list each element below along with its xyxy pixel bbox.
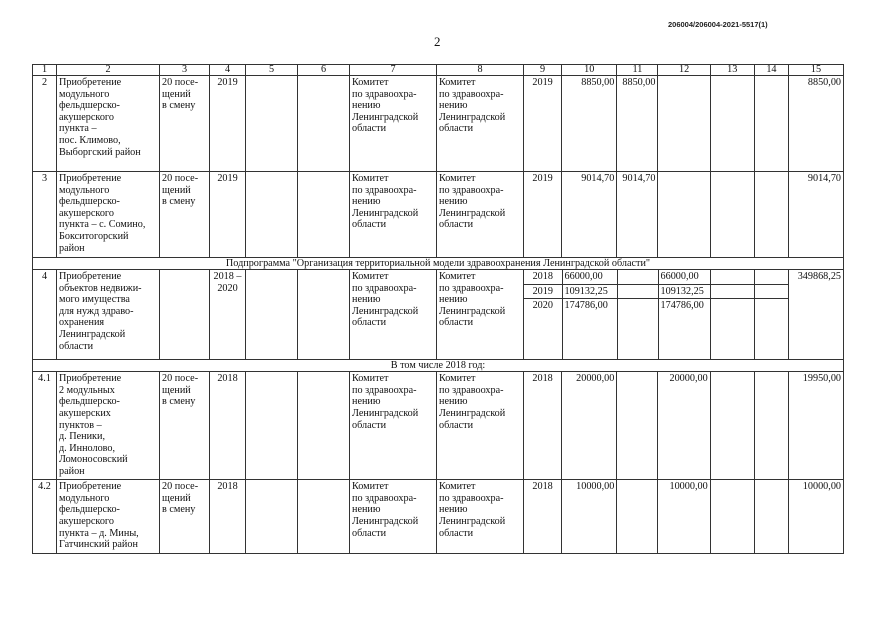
regional-budget: 10000,00 — [658, 480, 710, 554]
year: 2020 — [524, 299, 562, 360]
total: 9014,70 — [562, 172, 617, 258]
year: 2019 — [524, 284, 562, 299]
total: 10000,00 — [562, 480, 617, 554]
col-num: 12 — [658, 65, 710, 76]
row-number: 3 — [33, 172, 57, 258]
financing-breakdown — [524, 270, 789, 360]
column-number-row — [33, 65, 844, 76]
year: 2018 — [524, 480, 562, 554]
total: 109132,25 — [562, 284, 617, 299]
table-row — [33, 270, 844, 360]
col-num: 9 — [524, 65, 562, 76]
total: 66000,00 — [562, 270, 617, 284]
regional-budget: 20000,00 — [658, 372, 710, 480]
year: 2018 — [524, 372, 562, 480]
col-num: 6 — [298, 65, 350, 76]
total: 8850,00 — [562, 76, 617, 172]
customer: Комитет по здравоохра- нению Ленинградской области — [350, 270, 437, 360]
including-title: В том числе 2018 год: — [33, 360, 844, 372]
object-name: Приобретение модульного фельдшерско- акушерского пункта – с. Сомино, Бокситогорский район — [57, 172, 160, 258]
col-num: 7 — [350, 65, 437, 76]
object-name: Приобретение 2 модульных фельдшерско- акушерских пунктов – д. Пеники, д. Иннолово, Ломоносовский район — [57, 372, 160, 480]
capacity: 20 посе- щений в смену — [160, 76, 210, 172]
federal-budget: 8850,00 — [617, 76, 658, 172]
table-row — [33, 480, 844, 554]
subprogram-title: Подпрограмма "Организация территориальной модели здравоохранения Ленинградской области" — [33, 258, 844, 270]
object-name: Приобретение объектов недвижи- мого имущества для нужд здраво- охранения Ленинградской области — [57, 270, 160, 360]
table-row — [33, 372, 844, 480]
table-row — [33, 76, 844, 172]
table-row — [33, 172, 844, 258]
capacity — [160, 270, 210, 360]
year: 2019 — [524, 172, 562, 258]
customer: Комитет по здравоохра- нению Ленинградской области — [350, 76, 437, 172]
col-num: 15 — [789, 65, 844, 76]
year: 2018 — [524, 270, 562, 284]
cost: 19950,00 — [789, 372, 844, 480]
period: 2019 — [210, 76, 246, 172]
federal-budget: 9014,70 — [617, 172, 658, 258]
federal-budget — [617, 372, 658, 480]
object-name: Приобретение модульного фельдшерско- акушерского пункта – д. Мины, Гатчинский район — [57, 480, 160, 554]
subprogram-row — [33, 258, 844, 270]
col-num: 4 — [210, 65, 246, 76]
col-num: 5 — [246, 65, 298, 76]
customer: Комитет по здравоохра- нению Ленинградской области — [350, 480, 437, 554]
period: 2018 — [210, 372, 246, 480]
executor: Комитет по здравоохра- нению Ленинградской области — [437, 270, 524, 360]
period: 2018 — [210, 480, 246, 554]
year-row — [524, 270, 788, 284]
col-num: 14 — [754, 65, 788, 76]
customer: Комитет по здравоохра- нению Ленинградской области — [350, 372, 437, 480]
regional-budget — [658, 172, 710, 258]
federal-budget — [617, 480, 658, 554]
col-num: 2 — [57, 65, 160, 76]
year-row — [524, 284, 788, 299]
total: 20000,00 — [562, 372, 617, 480]
cost: 8850,00 — [789, 76, 844, 172]
document-id: 206004/206004-2021-5517(1) — [668, 20, 768, 29]
col-num: 10 — [562, 65, 617, 76]
col-num: 1 — [33, 65, 57, 76]
object-name: Приобретение модульного фельдшерско- акушерского пункта – пос. Климово, Выборгский район — [57, 76, 160, 172]
executor: Комитет по здравоохра- нению Ленинградской области — [437, 480, 524, 554]
col-num: 8 — [437, 65, 524, 76]
row-number: 4 — [33, 270, 57, 360]
including-row — [33, 360, 844, 372]
regional-budget: 109132,25 — [658, 284, 710, 299]
col-num: 3 — [160, 65, 210, 76]
page-number: 2 — [434, 34, 441, 49]
cost: 10000,00 — [789, 480, 844, 554]
col-num: 11 — [617, 65, 658, 76]
executor: Комитет по здравоохра- нению Ленинградской области — [437, 76, 524, 172]
row-number: 2 — [33, 76, 57, 172]
period: 2019 — [210, 172, 246, 258]
program-table — [32, 64, 844, 554]
regional-budget: 66000,00 — [658, 270, 710, 284]
executor: Комитет по здравоохра- нению Ленинградской области — [437, 172, 524, 258]
total: 174786,00 — [562, 299, 617, 360]
capacity: 20 посе- щений в смену — [160, 372, 210, 480]
period: 2018 – 2020 — [210, 270, 246, 360]
regional-budget — [658, 76, 710, 172]
row-number: 4.2 — [33, 480, 57, 554]
cost: 349868,25 — [789, 270, 844, 360]
regional-budget: 174786,00 — [658, 299, 710, 360]
year: 2019 — [524, 76, 562, 172]
year-row — [524, 299, 788, 360]
executor: Комитет по здравоохра- нению Ленинградской области — [437, 372, 524, 480]
capacity: 20 посе- щений в смену — [160, 480, 210, 554]
cost: 9014,70 — [789, 172, 844, 258]
capacity: 20 посе- щений в смену — [160, 172, 210, 258]
customer: Комитет по здравоохра- нению Ленинградской области — [350, 172, 437, 258]
col-num: 13 — [710, 65, 754, 76]
row-number: 4.1 — [33, 372, 57, 480]
